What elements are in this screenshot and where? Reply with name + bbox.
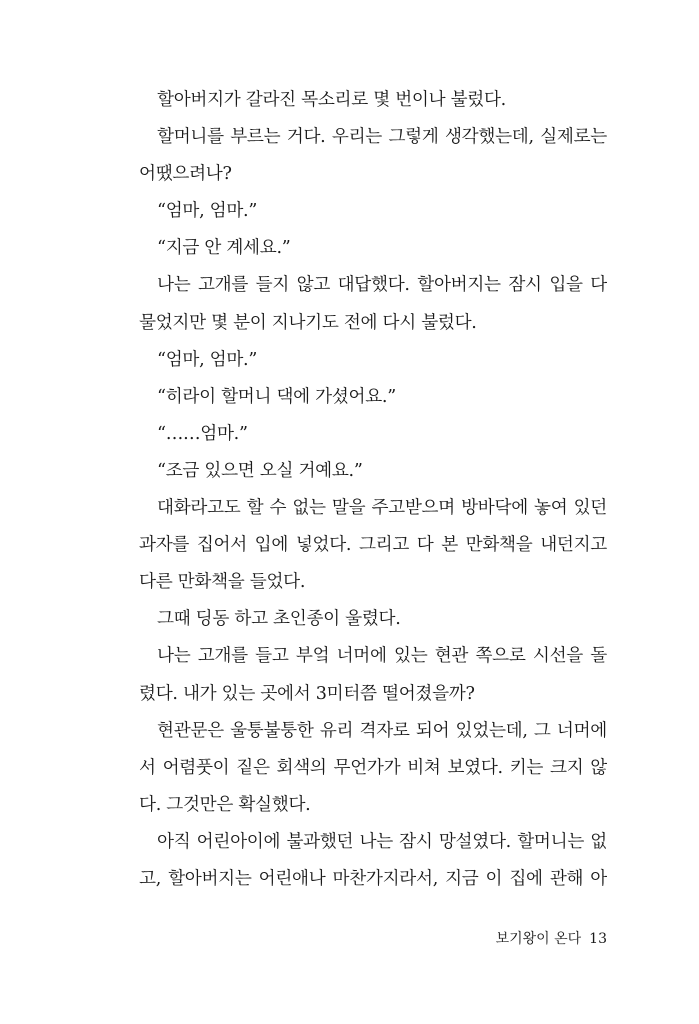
text-line: 고, 할아버지는 어린애나 마찬가지라서, 지금 이 집에 관해 아: [139, 868, 607, 889]
text-line: “……엄마.”: [157, 423, 248, 444]
text-line: 현관문은 울퉁불퉁한 유리 격자로 되어 있었는데, 그 너머에: [157, 720, 607, 741]
text-line: “조금 있으면 오실 거예요.”: [157, 460, 363, 481]
text-line: 다른 만화책을 들었다.: [139, 572, 306, 593]
text-line: 할아버지가 갈라진 목소리로 몇 번이나 불렀다.: [157, 90, 506, 110]
page-number: 13: [589, 931, 607, 947]
text-line: “엄마, 엄마.”: [157, 349, 258, 370]
text-line: 서 어렴풋이 짙은 회색의 무언가가 비쳐 보였다. 키는 크지 않: [139, 757, 607, 778]
text-line: 다. 그것만은 확실했다.: [139, 794, 311, 815]
text-line: 대화라고도 할 수 없는 말을 주고받으며 방바닥에 놓여 있던: [157, 498, 607, 519]
body-text: [139, 82, 607, 898]
text-line: 나는 고개를 들고 부엌 너머에 있는 현관 쪽으로 시선을 돌: [157, 646, 607, 667]
text-line: 아직 어린아이에 불과했던 나는 잠시 망설였다. 할머니는 없: [157, 831, 607, 852]
text-line: 나는 고개를 들지 않고 대답했다. 할아버지는 잠시 입을 다: [157, 275, 607, 296]
text-line: 과자를 집어서 입에 넣었다. 그리고 다 본 만화책을 내던지고: [139, 535, 607, 556]
text-line: 어땠으려나?: [139, 164, 232, 185]
text-line: “지금 안 계세요.”: [157, 238, 291, 259]
text-line: “히라이 할머니 댁에 가셨어요.”: [157, 386, 396, 407]
page-footer: [496, 929, 607, 949]
running-title: 보기왕이 온다: [495, 931, 582, 947]
text-line: 물었지만 몇 분이 지나기도 전에 다시 불렀다.: [139, 312, 477, 333]
text-line: 할머니를 부르는 거다. 우리는 그렇게 생각했는데, 실제로는: [157, 127, 607, 148]
text-line: 그때 딩동 하고 초인종이 울렸다.: [157, 609, 401, 630]
text-line: “엄마, 엄마.”: [157, 201, 258, 222]
text-line: 렸다. 내가 있는 곳에서 3미터쯤 떨어졌을까?: [139, 683, 475, 704]
